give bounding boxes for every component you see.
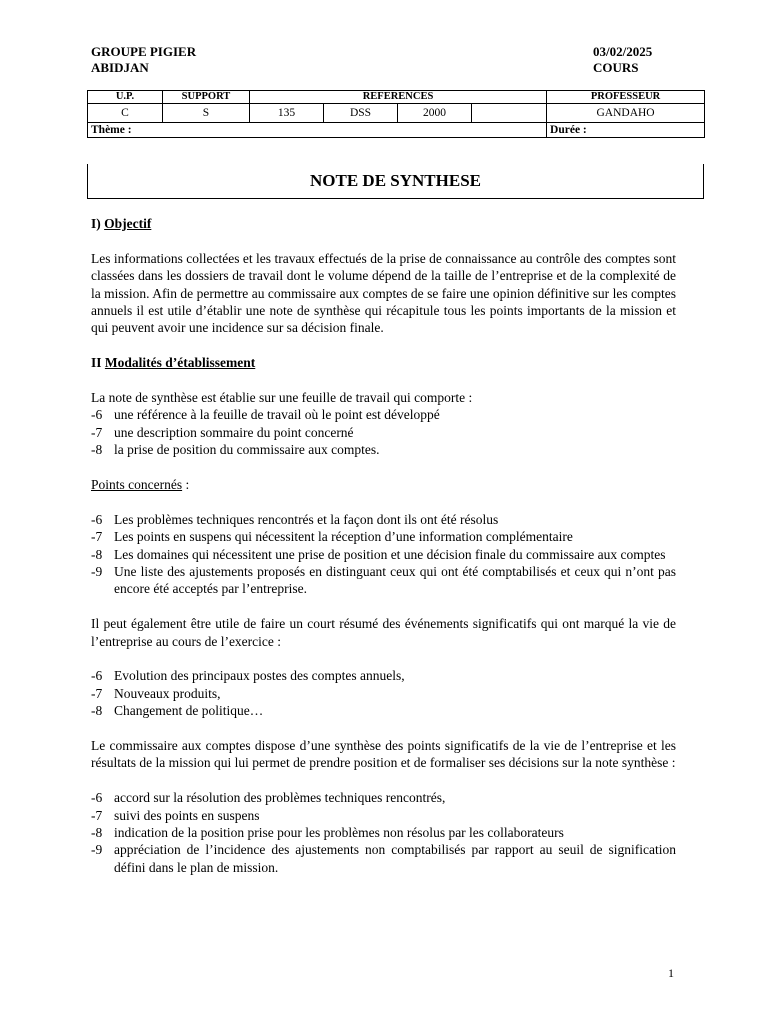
- doc-type: COURS: [593, 60, 639, 75]
- list-marker: -9: [91, 842, 103, 858]
- list-text: Nouveaux produits,: [114, 685, 221, 701]
- list-item: [91, 789, 676, 806]
- list-text: une description sommaire du point concerné: [114, 424, 354, 440]
- header-right: [593, 44, 652, 76]
- duree-label: Durée :: [547, 123, 705, 138]
- cell-ref-3: 2000: [398, 104, 472, 123]
- cell-ref-1: 135: [250, 104, 324, 123]
- list-item: [91, 667, 676, 684]
- list-item: [91, 511, 676, 528]
- list-item: [91, 702, 676, 719]
- list-item: [91, 441, 676, 458]
- doc-date: 03/02/2025: [593, 44, 653, 59]
- list-marker: -6: [91, 407, 103, 423]
- header-left: [91, 44, 196, 76]
- list-marker: -7: [91, 529, 103, 545]
- decisions-paragraph: Le commissaire aux comptes dispose d’une synthèse des points significatifs de la vie de l’entreprise et les résultats de la mission qui lui permet de prendre position et de formaliser ses décisions sur la note synthèse :: [91, 738, 676, 771]
- list-marker: -7: [91, 807, 103, 823]
- list-marker: -9: [91, 564, 103, 580]
- points-label: Points concernés: [91, 477, 183, 493]
- list-marker: -8: [91, 703, 103, 719]
- list-marker: -6: [91, 668, 103, 684]
- list-item: [91, 824, 676, 841]
- org-name: GROUPE PIGIER: [91, 44, 197, 59]
- cell-ref-2: DSS: [324, 104, 398, 123]
- ref-table-value-row: [88, 104, 705, 123]
- list-item: [91, 424, 676, 441]
- list-item: [91, 807, 676, 824]
- page-number: 1: [668, 966, 674, 980]
- list-text: accord sur la résolution des problèmes techniques rencontrés,: [114, 790, 446, 806]
- document-title: NOTE DE SYNTHESE: [87, 164, 704, 199]
- reference-table: [87, 90, 705, 138]
- list-marker: -8: [91, 442, 103, 458]
- list-marker: -7: [91, 685, 103, 701]
- list-marker: -7: [91, 424, 103, 440]
- section-2-title: Modalités d’établissement: [104, 355, 256, 371]
- list-text: Les points en suspens qui nécessitent la réception d’une information complémentaire: [114, 529, 573, 545]
- list-text: la prise de position du commissaire aux comptes.: [114, 442, 380, 458]
- section-1-title: Objectif: [104, 216, 152, 231]
- list-item: [91, 685, 676, 702]
- list-text: appréciation de l’incidence des ajustements non comptabilisés par rapport au seuil de signification défini dans le plan de mission.: [114, 842, 676, 875]
- list-text: une référence à la feuille de travail où le point est développé: [114, 407, 440, 423]
- header-references: REFERENCES: [250, 91, 547, 104]
- header-professeur: PROFESSEUR: [547, 91, 705, 104]
- header-support: SUPPORT: [163, 91, 250, 104]
- list-marker: -6: [91, 790, 103, 806]
- list-text: Une liste des ajustements proposés en distinguant ceux qui ont été comptabilisés et ceux qui n’ont pas encore été acceptés par l’entreprise.: [114, 564, 676, 597]
- list-marker: -8: [91, 546, 103, 562]
- events-paragraph: Il peut également être utile de faire un court résumé des événements significatifs qui ont marqué la vie de l’entreprise au cours de l’exercice :: [91, 616, 676, 649]
- ref-table-header-row: [88, 91, 705, 104]
- section-2-number: II: [91, 355, 102, 371]
- cell-professeur: GANDAHO: [547, 104, 705, 123]
- section-1-number: I): [91, 216, 101, 231]
- list-item: [91, 563, 676, 598]
- list-marker: -6: [91, 511, 103, 527]
- section-2-heading: [91, 354, 676, 371]
- section-1-paragraph: Les informations collectées et les travaux effectués de la prise de connaissance au contrôle des comptes sont classées dans les dossiers de travail dont le volume dépend de la taille de l’entreprise et de la complexité de la mission. Afin de permettre au commissaire aux comptes de se faire une opinion définitive sur les comptes annuels il est utile d’établir une note de synthèse qui récapitule tous les points importants de la mission et qui peuvent avoir une incidence sur sa décision finale.: [91, 250, 676, 336]
- document-body: [91, 215, 676, 876]
- theme-label: Thème :: [88, 123, 547, 138]
- list-item: [91, 841, 676, 876]
- section-2-intro: La note de synthèse est établie sur une feuille de travail qui comporte :: [91, 390, 473, 406]
- cell-up: C: [88, 104, 163, 123]
- list-text: Les domaines qui nécessitent une prise de position et une décision finale du commissaire aux comptes: [114, 546, 666, 562]
- points-label-line: [91, 476, 676, 493]
- list-text: Changement de politique…: [114, 703, 264, 719]
- points-colon: :: [182, 477, 190, 493]
- list-item: [91, 406, 676, 423]
- list-text: suivi des points en suspens: [114, 807, 260, 823]
- list-text: Les problèmes techniques rencontrés et la façon dont ils ont été résolus: [114, 511, 499, 527]
- list-marker: -8: [91, 825, 103, 841]
- list-item: [91, 528, 676, 545]
- city-name: ABIDJAN: [91, 60, 149, 75]
- section-1-heading: [91, 215, 676, 232]
- list-text: indication de la position prise pour les problèmes non résolus par les collaborateurs: [114, 825, 564, 841]
- header-up: U.P.: [88, 91, 163, 104]
- cell-ref-4: [472, 104, 547, 123]
- ref-table-theme-row: [88, 123, 705, 138]
- list-text: Evolution des principaux postes des comptes annuels,: [114, 668, 405, 684]
- list-item: [91, 546, 676, 563]
- cell-support: S: [163, 104, 250, 123]
